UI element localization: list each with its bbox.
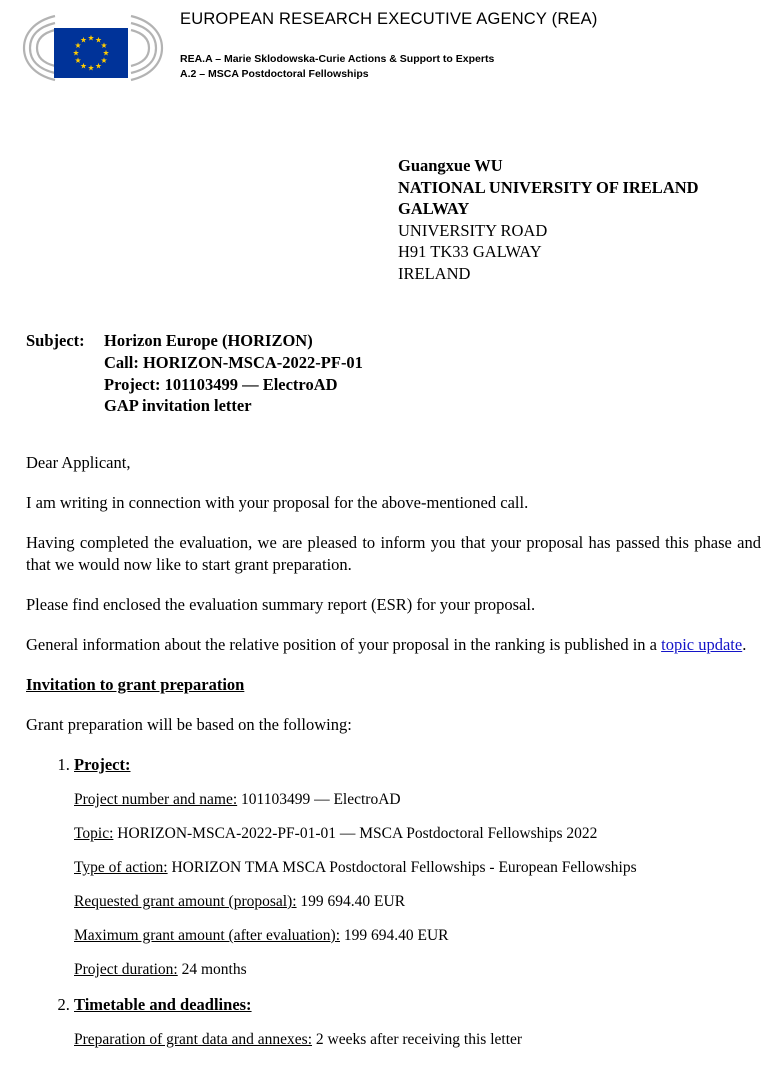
recipient-org-line-2: GALWAY xyxy=(398,199,470,218)
eu-logo xyxy=(22,14,172,82)
detail-value: 199 694.40 EUR xyxy=(343,927,449,944)
salutation: Dear Applicant, xyxy=(26,453,131,472)
detail-row xyxy=(74,824,761,843)
detail-row xyxy=(74,1030,761,1049)
paragraph-2: Having completed the evaluation, we are pleased to inform you that your proposal has passed this phase and that we would now like to start grant preparation. xyxy=(26,533,761,574)
topic-update-link[interactable]: topic update xyxy=(661,635,743,654)
detail-value: 101103499 — ElectroAD xyxy=(241,791,401,808)
detail-row xyxy=(74,960,761,979)
detail-row xyxy=(74,790,761,809)
detail-value: 199 694.40 EUR xyxy=(300,893,406,910)
recipient-name: Guangxue WU xyxy=(398,156,503,175)
list-item xyxy=(74,754,761,979)
unit-line-2: A.2 – MSCA Postdoctoral Fellowships xyxy=(180,68,369,80)
unit-line-1: REA.A – Marie Sklodowska-Curie Actions & Support to Experts xyxy=(180,53,495,65)
recipient-org-line-1: NATIONAL UNIVERSITY OF IRELAND xyxy=(398,177,699,197)
detail-label: Project duration: xyxy=(74,961,178,978)
detail-label: Topic: xyxy=(74,825,114,842)
detail-value: 2 weeks after receiving this letter xyxy=(315,1031,523,1048)
section-heading-invitation: Invitation to grant preparation xyxy=(26,675,245,694)
detail-row xyxy=(74,858,761,877)
detail-value: HORIZON-MSCA-2022-PF-01-01 — MSCA Postdoctoral Fellowships 2022 xyxy=(117,825,598,842)
recipient-street: UNIVERSITY ROAD xyxy=(398,220,548,240)
item-title: Project: xyxy=(74,755,131,774)
subject-line-3: Project: 101103499 — ElectroAD xyxy=(104,374,338,394)
paragraph-4-prefix: General information about the relative position of your proposal in the ranking is published in a xyxy=(26,635,662,654)
recipient-address xyxy=(398,155,699,284)
logo-swoosh-right-icon xyxy=(130,14,164,82)
detail-row xyxy=(74,926,761,945)
item-title: Timetable and deadlines: xyxy=(74,995,252,1014)
agency-title: EUROPEAN RESEARCH EXECUTIVE AGENCY (REA) xyxy=(180,10,598,28)
recipient-country: IRELAND xyxy=(398,263,471,283)
detail-row xyxy=(74,892,761,911)
letter-header xyxy=(0,0,779,100)
paragraph-3: Please find enclosed the evaluation summary report (ESR) for your proposal. xyxy=(26,595,536,614)
detail-label: Preparation of grant data and annexes: xyxy=(74,1031,313,1048)
subject-line-4: GAP invitation letter xyxy=(104,396,252,416)
eu-flag-icon xyxy=(54,28,128,78)
subject-line-1: Horizon Europe (HORIZON) xyxy=(104,331,313,350)
subject-label: Subject: xyxy=(26,331,85,350)
detail-value: HORIZON TMA MSCA Postdoctoral Fellowships - European Fellowships xyxy=(171,859,637,876)
paragraph-1: I am writing in connection with your proposal for the above-mentioned call. xyxy=(26,493,529,512)
paragraph-5: Grant preparation will be based on the following: xyxy=(26,715,352,734)
subject-lines xyxy=(104,330,363,417)
list-item xyxy=(74,994,761,1049)
subject-line-2: Call: HORIZON-MSCA-2022-PF-01 xyxy=(104,352,363,372)
letter-body xyxy=(26,452,761,1064)
paragraph-4-suffix: . xyxy=(742,635,747,654)
paragraph-4 xyxy=(26,634,761,656)
detail-label: Maximum grant amount (after evaluation): xyxy=(74,927,340,944)
item-details xyxy=(74,1030,761,1049)
detail-label: Project number and name: xyxy=(74,791,238,808)
logo-swoosh-left-icon xyxy=(22,14,56,82)
detail-label: Requested grant amount (proposal): xyxy=(74,893,297,910)
detail-label: Type of action: xyxy=(74,859,168,876)
subject-block xyxy=(26,330,363,417)
detail-value: 24 months xyxy=(181,961,247,978)
grant-preparation-list xyxy=(26,754,761,1049)
item-details xyxy=(74,790,761,979)
recipient-city: H91 TK33 GALWAY xyxy=(398,242,542,261)
